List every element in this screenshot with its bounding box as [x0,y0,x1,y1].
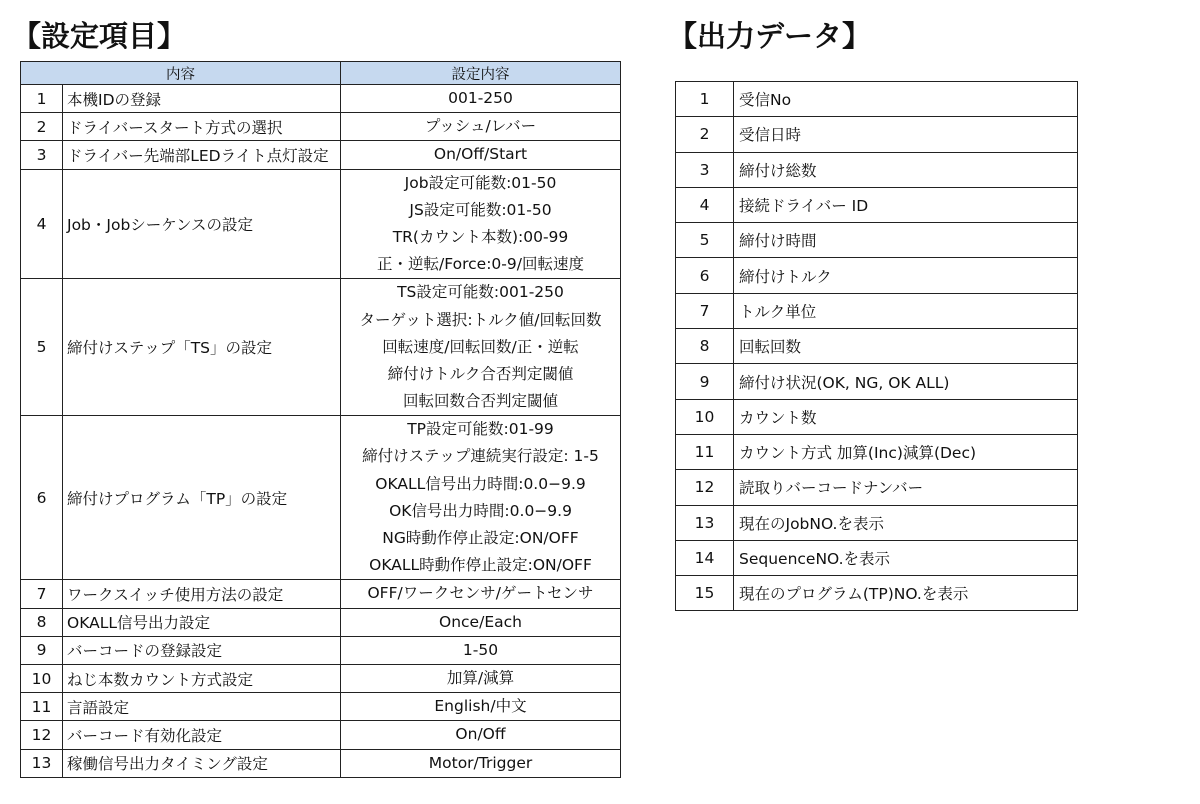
settings-title: 【設定項目】 [12,19,187,53]
setting-value-line: OFF/ワークセンサ/ゲートセンサ [367,584,594,603]
table-row [676,258,1078,293]
table-row [21,416,621,580]
setting-value [341,636,621,664]
setting-value-line: OK信号出力時間:0.0−9.9 [389,501,572,520]
table-row [676,223,1078,258]
table-row [676,329,1078,364]
row-number: 9 [21,636,63,664]
row-number: 4 [676,187,734,222]
setting-value-line: OKALL時動作停止設定:ON/OFF [369,556,592,575]
setting-value-line: 締付けステップ連続実行設定: 1-5 [362,447,599,466]
setting-value-line: NG時動作停止設定:ON/OFF [382,529,579,547]
setting-value-line: On/Off/Start [433,145,528,164]
row-number: 9 [676,364,734,399]
settings-table [20,61,621,778]
output-item: 現在のJobNO.を表示 [734,505,1078,540]
header-value: 設定内容 [341,62,621,85]
output-table [675,81,1078,611]
row-number: 6 [21,416,63,580]
table-row [21,693,621,721]
row-number: 3 [21,141,63,169]
table-row [676,505,1078,540]
table-row [676,117,1078,152]
row-number: 7 [21,580,63,608]
table-row [676,434,1078,469]
output-item: 接続ドライバー ID [734,187,1078,222]
settings-body [21,85,621,778]
output-item: SequenceNO.を表示 [734,540,1078,575]
row-number: 11 [676,434,734,469]
setting-value-line: On/Off [455,725,506,744]
output-title: 【出力データ】 [668,19,872,53]
row-number: 3 [676,152,734,187]
setting-value [341,664,621,692]
table-row [21,664,621,692]
table-row [21,85,621,113]
setting-item: バーコード有効化設定 [63,721,341,749]
row-number: 7 [676,293,734,328]
setting-item: 言語設定 [63,693,341,721]
row-number: 2 [21,113,63,141]
setting-value [341,693,621,721]
setting-item: 稼働信号出力タイミング設定 [63,749,341,777]
setting-item: OKALL信号出力設定 [63,608,341,636]
setting-item: 本機IDの登録 [63,85,341,113]
row-number: 1 [21,85,63,113]
table-row [676,576,1078,611]
row-number: 1 [676,82,734,117]
setting-item: ドライバースタート方式の選択 [63,113,341,141]
setting-value-line: 回転回数合否判定閾値 [402,392,558,411]
row-number: 10 [21,664,63,692]
table-row [676,187,1078,222]
setting-value [341,113,621,141]
row-number: 8 [676,329,734,364]
output-item: 読取りバーコードナンバー [734,470,1078,505]
setting-value-line: TP設定可能数:01-99 [407,420,554,439]
setting-item: 締付けプログラム「TP」の設定 [63,416,341,580]
row-number: 12 [676,470,734,505]
row-number: 15 [676,576,734,611]
row-number: 6 [676,258,734,293]
setting-value [341,85,621,113]
setting-item: ワークスイッチ使用方法の設定 [63,580,341,608]
table-row [21,113,621,141]
output-body [676,82,1078,611]
table-row [676,364,1078,399]
output-item: 締付け総数 [734,152,1078,187]
row-number: 5 [676,223,734,258]
setting-item: バーコードの登録設定 [63,636,341,664]
setting-value-line: Once/Each [439,612,522,631]
row-number: 12 [21,721,63,749]
setting-value [341,580,621,608]
setting-item: Job・Jobシーケンスの設定 [63,169,341,279]
output-item: 回転回数 [734,329,1078,364]
row-number: 13 [21,749,63,777]
row-number: 5 [21,279,63,416]
setting-value [341,141,621,169]
output-item: 締付け時間 [734,223,1078,258]
setting-value-line: 1-50 [462,640,499,659]
setting-value-line: ターゲット選択:トルク値/回転回数 [359,310,602,329]
table-row [676,399,1078,434]
output-item: 締付け状況(OK, NG, OK ALL) [734,364,1078,399]
output-item: カウント数 [734,399,1078,434]
table-row [676,470,1078,505]
row-number: 8 [21,608,63,636]
setting-value [341,416,621,580]
setting-value-line: English/中文 [434,697,527,716]
table-row [21,721,621,749]
setting-value-line: 締付けトルク合否判定閾値 [387,364,574,383]
setting-value [341,749,621,777]
setting-value [341,279,621,416]
row-number: 13 [676,505,734,540]
setting-value-line: 001-250 [448,89,513,107]
table-row [21,169,621,279]
row-number: 11 [21,693,63,721]
table-row [21,636,621,664]
header-item: 内容 [21,62,341,85]
output-item: 受信No [734,82,1078,117]
row-number: 4 [21,169,63,279]
setting-value-line: 加算/減算 [446,668,515,687]
table-row [21,749,621,777]
setting-value-line: Job設定可能数:01-50 [404,173,557,192]
table-row [676,152,1078,187]
setting-value [341,721,621,749]
output-item: 現在のプログラム(TP)NO.を表示 [734,576,1078,611]
table-row [676,82,1078,117]
row-number: 2 [676,117,734,152]
setting-value-line: 正・逆転/Force:0-9/回転速度 [377,255,584,274]
settings-header-row [21,62,621,85]
output-item: トルク単位 [734,293,1078,328]
table-row [21,580,621,608]
setting-value-line: Motor/Trigger [428,753,533,772]
table-row [21,608,621,636]
setting-item: ドライバー先端部LEDライト点灯設定 [63,141,341,169]
setting-value-line: JS設定可能数:01-50 [409,200,552,219]
table-row [21,279,621,416]
row-number: 14 [676,540,734,575]
setting-value-line: 回転速度/回転回数/正・逆転 [382,337,579,356]
table-row [676,293,1078,328]
setting-value-line: OKALL信号出力時間:0.0−9.9 [375,474,586,493]
setting-value [341,608,621,636]
row-number: 10 [676,399,734,434]
setting-value-line: TR(カウント本数):00-99 [392,227,569,246]
output-item: カウント方式 加算(Inc)減算(Dec) [734,434,1078,469]
setting-item: ねじ本数カウント方式設定 [63,664,341,692]
setting-item: 締付けステップ「TS」の設定 [63,279,341,416]
table-row [21,141,621,169]
table-row [676,540,1078,575]
output-item: 締付けトルク [734,258,1078,293]
output-item: 受信日時 [734,117,1078,152]
setting-value-line: プッシュ/レバー [424,117,537,136]
setting-value [341,169,621,279]
setting-value-line: TS設定可能数:001-250 [397,283,564,302]
